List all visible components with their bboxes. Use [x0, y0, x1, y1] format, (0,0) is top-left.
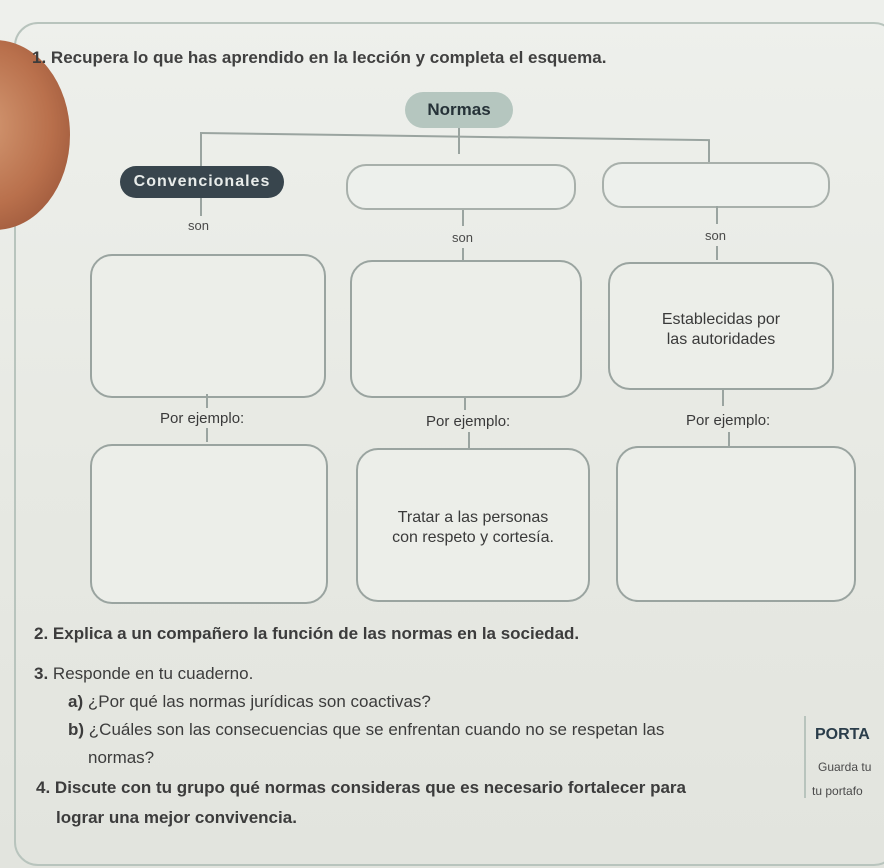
branch-3-example-line-top [722, 388, 724, 406]
branch-2-connector-text: son [452, 230, 473, 245]
branch-3-connector-text: son [705, 228, 726, 243]
branch-3-empty-node[interactable] [602, 162, 830, 208]
activity-1-instruction [32, 48, 606, 68]
branch-2-example-line2: con respeto y cortesía. [392, 529, 554, 546]
activity-3b-text-line2: normas? [88, 748, 155, 767]
root-connector [458, 128, 460, 154]
activity-2-text: Explica a un compañero la función de las normas en la sociedad. [52, 624, 580, 643]
branch-1-connector-text: son [188, 218, 209, 233]
branch-2-example-line1: Tratar a las personas [397, 509, 549, 526]
branch-1-example-line-top [206, 394, 208, 408]
activity-3b [68, 720, 664, 740]
branch-1-example-line-bottom [206, 428, 208, 442]
branch-1-drop [200, 134, 202, 166]
branch-2-example-box [356, 448, 590, 602]
activity-3a [68, 692, 431, 712]
root-node-normas [405, 92, 513, 128]
branch-2-son-line-top [462, 210, 464, 226]
activity-3a-letter: a) [68, 692, 84, 711]
activity-1-number: 1. [32, 48, 47, 67]
branch-3-definition-line1: Establecidas por [661, 311, 781, 328]
branch-1-label: Convencionales [133, 173, 271, 190]
activity-3a-text: ¿Por qué las normas jurídicas son coactivas? [87, 692, 431, 711]
branch-1-son-line [200, 198, 202, 216]
activity-1-text: Recupera lo que has aprendido en la lección y completa el esquema. [50, 48, 607, 67]
branch-1-definition-box[interactable] [90, 254, 326, 398]
root-label: Normas [427, 100, 491, 119]
branch-3-example-box[interactable] [616, 446, 856, 602]
branch-2-definition-box[interactable] [350, 260, 582, 398]
branch-3-son-line-bottom [716, 246, 718, 260]
activity-4-text-line1: Discute con tu grupo qué normas consideras que es necesario fortalecer para [54, 778, 687, 797]
activity-3b-letter: b) [68, 720, 85, 739]
activity-2-number: 2. [34, 624, 49, 643]
branch-3-example-line-bottom [728, 432, 730, 446]
sidebar-line1: Guarda tu [818, 760, 872, 774]
sidebar-line2: tu portafo [812, 784, 863, 798]
branch-3-example-label: Por ejemplo: [686, 412, 771, 429]
activity-4-number: 4. [36, 778, 51, 797]
activity-3 [34, 664, 253, 684]
branch-2-example-label: Por ejemplo: [426, 413, 511, 430]
branch-3-definition-line2: las autoridades [666, 331, 776, 348]
activity-4-text-line2: lograr una mejor convivencia. [56, 808, 297, 827]
sidebar-divider [804, 716, 806, 798]
branch-1-example-box[interactable] [90, 444, 328, 604]
branch-3-definition-box [608, 262, 834, 390]
activity-3-number: 3. [34, 664, 49, 683]
branch-1-node [120, 166, 284, 198]
sidebar-title: PORTA [815, 726, 870, 743]
branch-1-example-label: Por ejemplo: [160, 410, 245, 427]
branch-2-example-line-top [464, 396, 466, 410]
branch-2-example-line-bottom [468, 432, 470, 448]
activity-2 [34, 624, 579, 644]
activity-4 [36, 778, 686, 798]
activity-3b-text-line1: ¿Cuáles son las consecuencias que se enfrentan cuando no se respetan las [88, 720, 665, 739]
branch-2-empty-node[interactable] [346, 164, 576, 210]
activity-3-text: Responde en tu cuaderno. [52, 664, 254, 683]
branch-3-son-line-top [716, 206, 718, 224]
